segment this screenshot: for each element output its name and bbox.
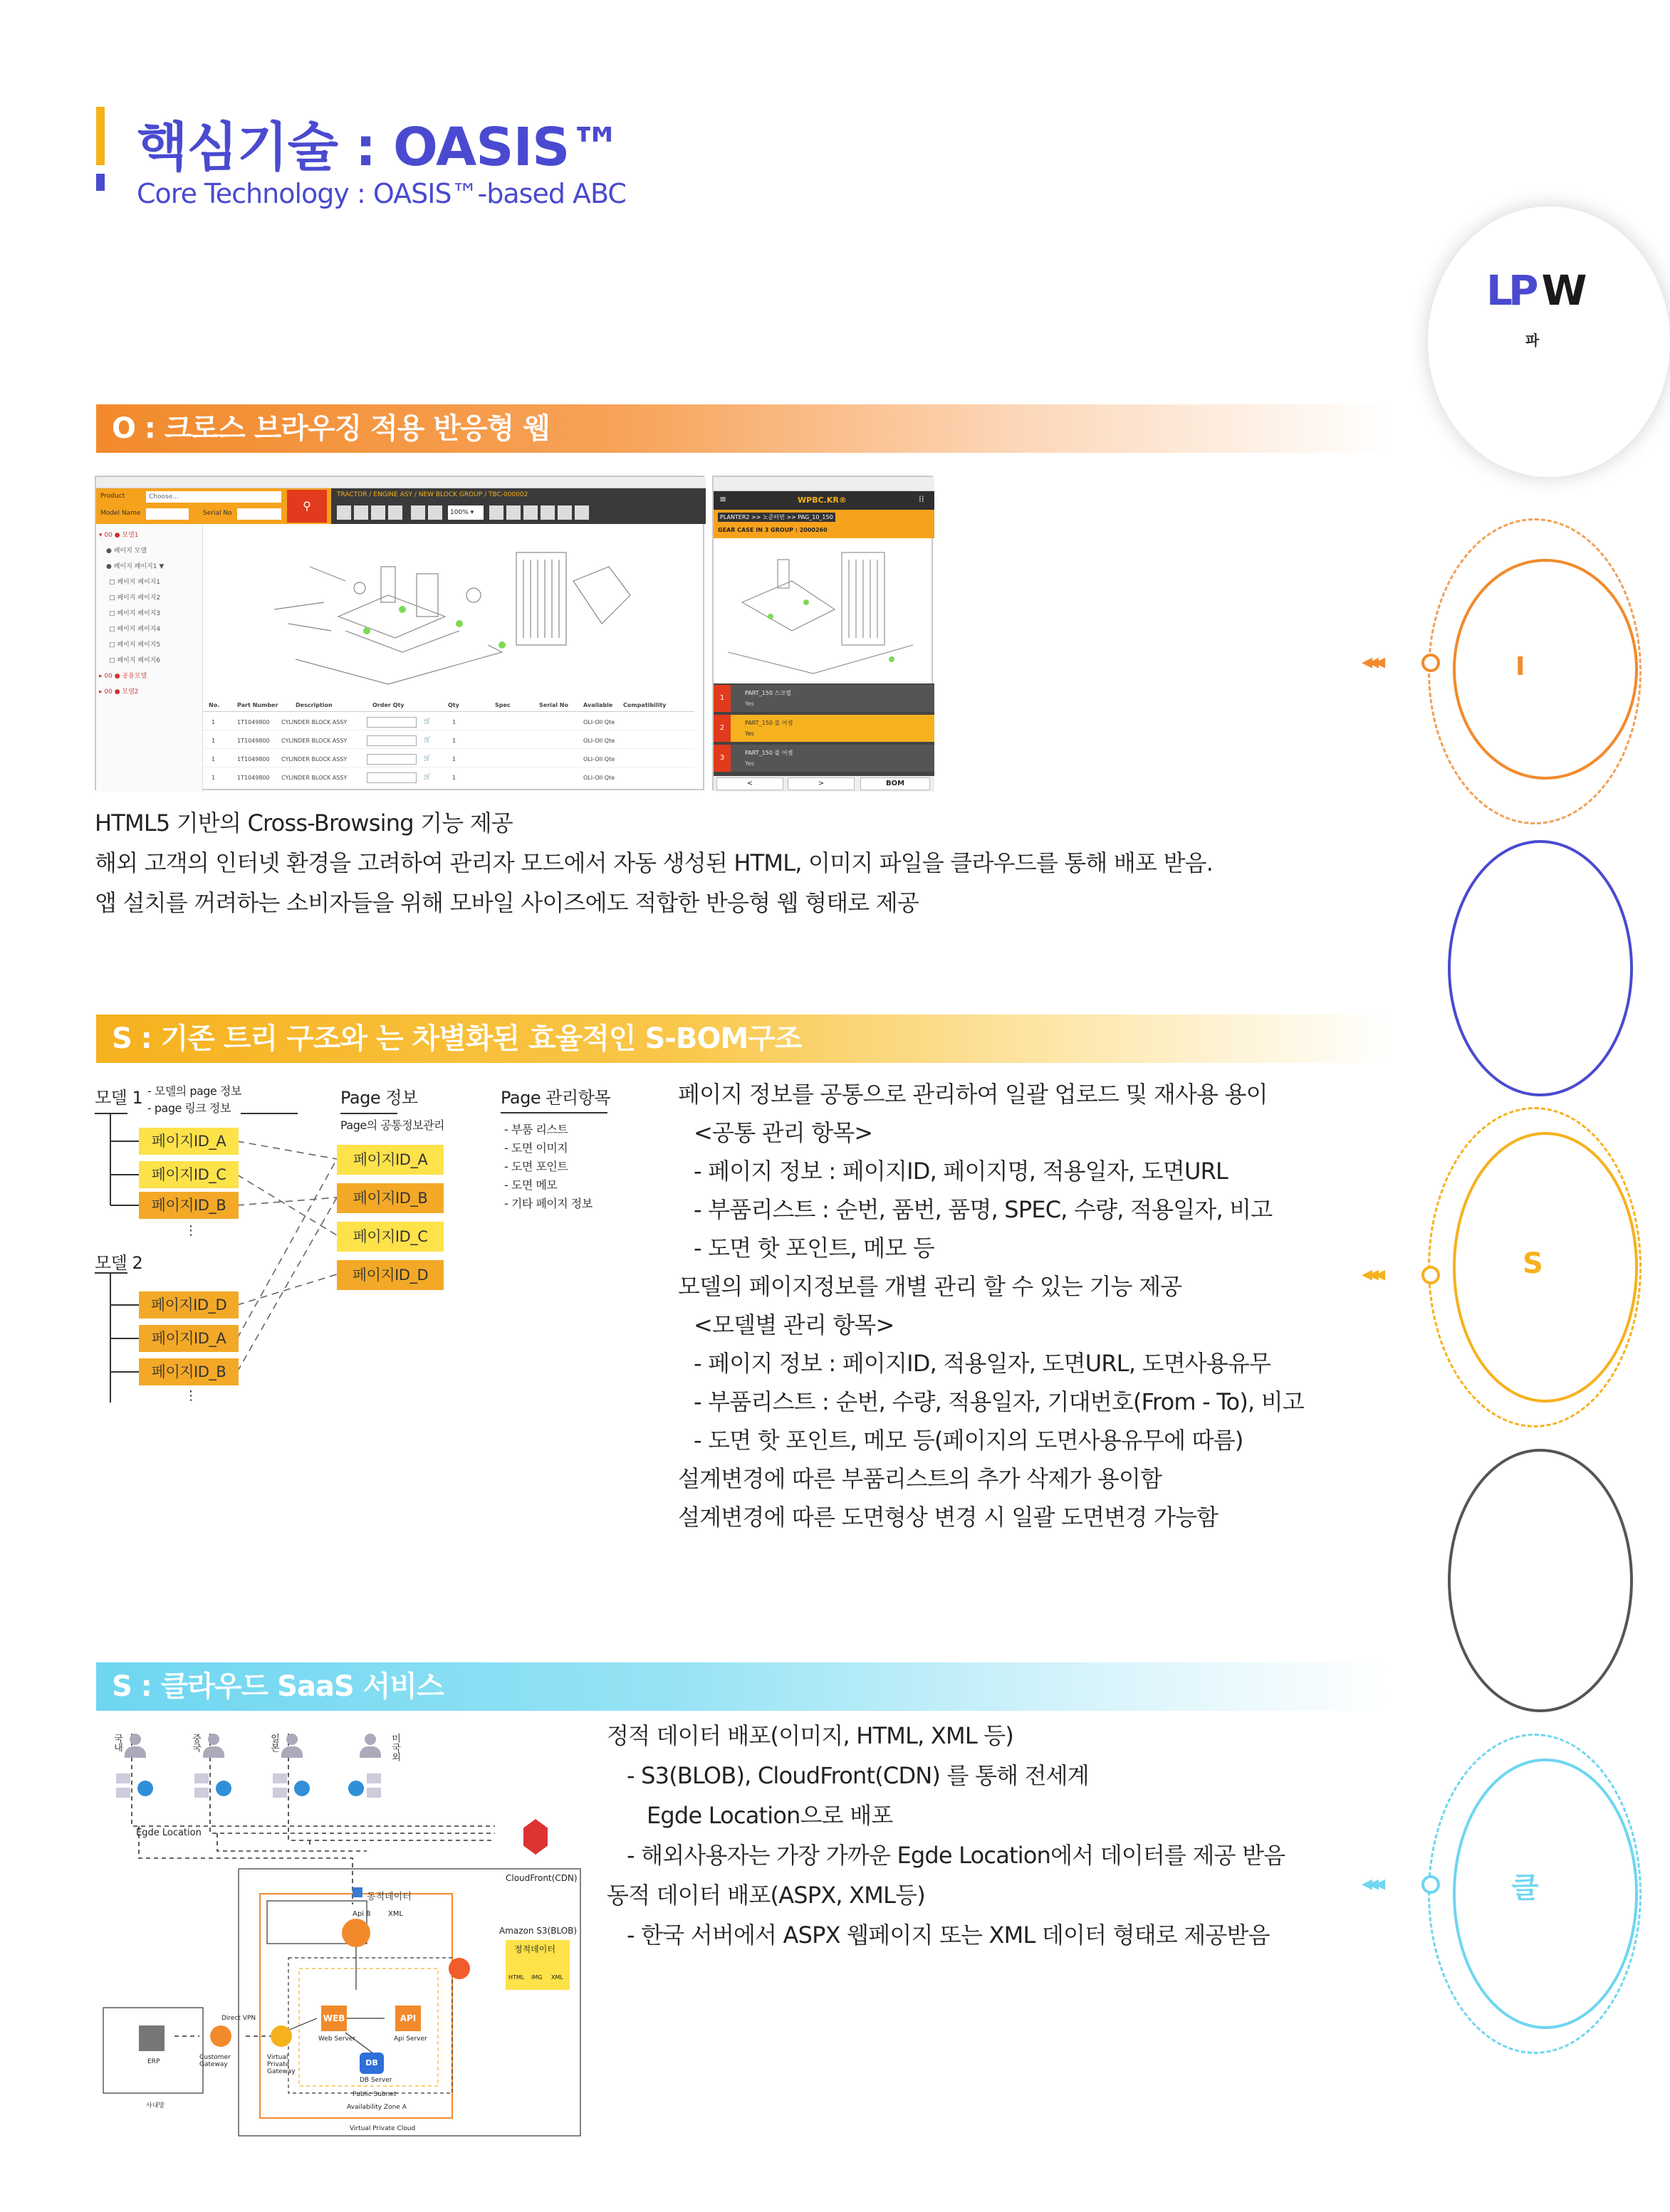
mgmt-item: - 부품 리스트: [504, 1123, 568, 1136]
product-label: Product: [100, 493, 125, 500]
search-icon: ⚲: [303, 499, 311, 513]
web-server-label: Web Server: [318, 2035, 355, 2043]
section-s1-heading: S : 기존 트리 구조와 는 차별화된 효율적인 S-BOM구조: [96, 1015, 1392, 1063]
user-group-china: [189, 1734, 253, 1833]
edge-location-label: Egde Location: [136, 1828, 202, 1838]
user-group-japan: [267, 1734, 331, 1833]
user-group-usa: [345, 1734, 417, 1833]
cell: 1T1049800: [237, 756, 270, 762]
text-line: 정적 데이터 배포(이미지, HTML, XML 등): [607, 1722, 1014, 1749]
share-icon[interactable]: [558, 505, 572, 520]
mobile-icon: [273, 1788, 287, 1798]
cell: CYLINDER BLOCK ASSY: [281, 738, 348, 744]
row-name: PART_150 스크랩: [745, 690, 791, 696]
model2-page-d: 페이지ID_D: [139, 1291, 239, 1319]
pc-icon: [194, 1773, 209, 1783]
text-line: - 부품리스트 : 순번, 수량, 적용일자, 기대번호(From - To), 비고: [694, 1388, 1304, 1415]
section-s2-heading: S : 클라우드 SaaS 서비스: [96, 1662, 1392, 1711]
az-label: Availability Zone A: [347, 2104, 407, 2111]
text-line: 동적 데이터 배포(ASPX, XML등): [607, 1882, 925, 1909]
desktop-breadcrumb: TRACTOR / ENGINE ASY / NEW BLOCK GROUP / TBC-000002: [337, 491, 528, 498]
tree-item[interactable]: □ 페이지 페이지4: [109, 626, 161, 633]
section-o-text: [95, 803, 1213, 923]
side-circle-cyan-inner: [1453, 1758, 1638, 2029]
download-icon[interactable]: [541, 505, 555, 520]
text-line: 해외 고객의 인터넷 환경을 고려하여 관리자 모드에서 자동 생성된 HTML, 이미지 파일을 클라우드를 통해 배포 받음.: [95, 849, 1214, 876]
globe-icon: [137, 1781, 153, 1796]
text-line: Egde Location으로 배포: [647, 1802, 893, 1829]
erp-label: ERP: [147, 2058, 160, 2065]
cell: 1: [212, 738, 216, 744]
title-accent-bar: [96, 107, 105, 191]
section-o-heading: O : 크로스 브라우징 적용 반응형 웹: [96, 404, 1392, 453]
cell: OLI-OII Qte: [583, 756, 615, 762]
cart-icon[interactable]: 🛒: [424, 773, 431, 780]
cloud-gateway-icon: [342, 1919, 370, 1947]
text-line: - 해외사용자는 가장 가까운 Egde Location에서 데이터를 제공 받음: [627, 1842, 1285, 1869]
mobile-part-row[interactable]: [714, 715, 934, 742]
model2-label: 모델 2: [95, 1253, 143, 1273]
page-title: 핵심기술 : OASIS™: [137, 117, 622, 178]
static-item: IMG: [531, 1974, 543, 1981]
mobile-site-title: WPBC.KR®: [798, 496, 847, 505]
row-name: PART_150 볼 어셈: [745, 720, 793, 726]
mobile-grid-icon[interactable]: ⁞⁞: [919, 494, 924, 504]
side-label-3: 클: [1511, 1872, 1539, 1904]
cart-icon[interactable]: 🛒: [424, 718, 431, 724]
vpc-label: Virtual Private Cloud: [350, 2125, 416, 2132]
model1-label: 모델 1: [95, 1088, 143, 1108]
col-header: Compatibility: [623, 702, 667, 708]
public-subnet-label: Public Subnet: [353, 2091, 397, 2098]
side-circle-gray: [1448, 1449, 1633, 1712]
mobile-part-row[interactable]: [714, 685, 934, 712]
dynamic-data-label: 동적데이터: [367, 1892, 412, 1902]
db-server-label: DB Server: [360, 2077, 392, 2084]
tree-item[interactable]: □ 페이지 페이지5: [109, 641, 161, 649]
model1-note-1: - 모델의 page 정보: [147, 1084, 241, 1098]
user-label: 국내: [112, 1734, 122, 1752]
list-icon[interactable]: [506, 505, 521, 520]
direct-vpn-label: Direct VPN: [221, 2015, 256, 2022]
model-name-input[interactable]: [146, 508, 189, 520]
row-sub: Yes: [745, 701, 754, 707]
pc-icon: [273, 1773, 287, 1783]
cart-icon[interactable]: 🛒: [424, 755, 431, 761]
static-data-box: [506, 1940, 570, 1990]
search-button[interactable]: [287, 490, 327, 523]
pc-icon: [367, 1773, 381, 1783]
exploded-drawing: [203, 524, 701, 695]
tree-item[interactable]: □ 페이지 페이지3: [109, 610, 161, 617]
cell: 1T1049800: [237, 738, 270, 744]
tree-item[interactable]: □ 페이지 페이지2: [109, 594, 161, 602]
brand-logo: [1486, 266, 1582, 315]
text-line: - 페이지 정보 : 페이지ID, 적용일자, 도면URL, 도면사용유무: [694, 1350, 1271, 1377]
model2-ellipsis: ⋮: [184, 1388, 197, 1403]
mobile-part-row[interactable]: [714, 745, 934, 772]
magnify-icon[interactable]: [428, 505, 442, 520]
zoom-out-icon[interactable]: [354, 505, 368, 520]
parts-table: [203, 698, 694, 792]
table-row[interactable]: [203, 752, 694, 767]
virtual-gw-icon: [271, 2025, 292, 2047]
page-info-sub: Page의 공통정보관리: [340, 1118, 445, 1132]
cell: CYLINDER BLOCK ASSY: [281, 756, 348, 762]
row-sub: Yes: [745, 760, 754, 767]
zoom-select[interactable]: 100% ▾: [448, 505, 484, 520]
common-page-b: 페이지ID_B: [337, 1183, 444, 1213]
static-data-label: 정적데이터: [514, 1944, 555, 1954]
side-arrow-3: ◂◂◂: [1362, 1871, 1382, 1896]
col-header: Qty: [448, 702, 459, 708]
page-mgmt-underline: [501, 1112, 607, 1113]
model1-ellipsis: ⋮: [184, 1223, 197, 1238]
cell: OLI-OII Qte: [583, 775, 615, 781]
tree-item[interactable]: □ 페이지 페이지6: [109, 657, 161, 664]
cart-icon[interactable]: 🛒: [424, 736, 431, 743]
page-mgmt-label: Page 관리항목: [501, 1088, 610, 1108]
globe-icon: [216, 1781, 231, 1796]
next-button[interactable]: >: [788, 777, 855, 790]
text-line: <모델별 관리 항목>: [694, 1311, 894, 1338]
text-line: - S3(BLOB), CloudFront(CDN) 를 통해 전세계: [627, 1762, 1089, 1789]
side-circle-blue: [1448, 840, 1633, 1096]
mobile-topbar: [714, 491, 934, 510]
cell: CYLINDER BLOCK ASSY: [281, 775, 348, 781]
desktop-screenshot: [95, 476, 704, 790]
mgmt-item: - 도면 이미지: [504, 1141, 568, 1155]
dynamic-item: XML: [388, 1910, 404, 1918]
col-header: Available: [583, 702, 613, 708]
text-line: - 도면 핫 포인트, 메모 등: [694, 1235, 934, 1262]
serial-input[interactable]: [237, 508, 281, 520]
web-server-box: WEB: [321, 2006, 347, 2031]
mobile-icon: [116, 1788, 130, 1798]
dynamic-data-icon: [353, 1887, 362, 1897]
rotate-icon[interactable]: [371, 505, 385, 520]
text-line: 모델의 페이지정보를 개별 관리 할 수 있는 기능 제공: [678, 1273, 1182, 1300]
cloudfront-label: CloudFront(CDN): [506, 1873, 578, 1883]
logo-circle: [1428, 206, 1670, 477]
mgmt-item: - 도면 메모: [504, 1178, 558, 1192]
row-name: PART_150 볼 어셈: [745, 750, 793, 756]
model2-page-b: 페이지ID_B: [139, 1358, 239, 1385]
col-header: Part Number: [237, 702, 278, 708]
dynamic-item: Api 8: [353, 1910, 371, 1918]
product-select[interactable]: Choose...: [146, 491, 281, 503]
common-page-d: 페이지ID_D: [337, 1260, 444, 1290]
table-row[interactable]: [203, 770, 694, 786]
user-icon: [125, 1734, 146, 1759]
cell: OLI-OII Qte: [583, 738, 615, 744]
tree-item[interactable]: ▸ 00 ● 모델2: [99, 688, 139, 696]
model2-page-a: 페이지ID_A: [139, 1325, 239, 1352]
cell: 1: [452, 719, 456, 725]
cell: 1: [212, 719, 216, 725]
pan-icon[interactable]: [411, 505, 425, 520]
logo-lp: LP: [1486, 266, 1535, 315]
tree-item[interactable]: ● 페이지 페이지1 ▼: [106, 563, 165, 570]
cell: 1T1049800: [237, 775, 270, 781]
cell: 1: [452, 738, 456, 744]
zoom-in-icon[interactable]: [337, 505, 351, 520]
virtual-gw-label: Virtual Private Gateway: [267, 2054, 296, 2075]
desktop-toolbar: [331, 488, 706, 524]
text-line: - 도면 핫 포인트, 메모 등(페이지의 도면사용유무에 따름): [694, 1427, 1243, 1454]
desktop-search-panel: [96, 488, 331, 524]
pc-icon: [116, 1773, 130, 1783]
text-line: 설계변경에 따른 도면형상 변경 시 일괄 도면변경 가능함: [678, 1504, 1218, 1531]
globe-icon: [348, 1781, 364, 1796]
common-page-c: 페이지ID_C: [337, 1222, 444, 1252]
side-circle-orange-inner: [1453, 559, 1638, 780]
mobile-nav: [714, 776, 934, 792]
mobile-menu-icon[interactable]: ≡: [719, 494, 727, 504]
table-row[interactable]: [203, 715, 694, 730]
prev-button[interactable]: <: [716, 777, 783, 790]
row-sub: Yes: [745, 730, 754, 737]
model1-page-c: 페이지ID_C: [139, 1161, 239, 1188]
browser-bar: [96, 477, 706, 488]
row-number: 3: [714, 745, 731, 772]
model-name-label: Model Name: [100, 510, 141, 517]
api-server-label: Api Server: [394, 2035, 427, 2043]
col-header: No.: [209, 702, 220, 708]
bom-button[interactable]: BOM: [860, 777, 930, 790]
mgmt-item: - 기타 페이지 정보: [504, 1197, 593, 1210]
tree-item[interactable]: ▸ 00 ● 공용모델: [99, 673, 147, 680]
page-subtitle: Core Technology : OASIS™-based ABC: [137, 178, 626, 209]
cell: OLI-OII Qte: [583, 719, 615, 725]
user-label: 미국외: [390, 1734, 400, 1761]
mobile-icon: [194, 1788, 209, 1798]
mobile-drawing: [714, 538, 934, 681]
col-header: Order Qty: [372, 702, 405, 708]
text-line: 설계변경에 따른 부품리스트의 추가 삭제가 용이함: [678, 1465, 1162, 1492]
model1-page-a: 페이지ID_A: [139, 1128, 239, 1155]
side-arrow-1: ◂◂◂: [1362, 649, 1382, 674]
text-line: - 한국 서버에서 ASPX 웹페이지 또는 XML 데이터 형태로 제공받음: [627, 1922, 1270, 1949]
db-server-box: DB: [360, 2053, 384, 2074]
vpn-icon: [210, 2025, 231, 2047]
side-node-1: [1421, 654, 1440, 672]
side-label-2: S: [1523, 1247, 1543, 1280]
fit-icon[interactable]: [388, 505, 402, 520]
memo-icon[interactable]: [523, 505, 538, 520]
text-line: - 부품리스트 : 순번, 품번, 품명, SPEC, 수량, 적용일자, 비고: [694, 1196, 1273, 1223]
side-node-2: [1421, 1266, 1440, 1284]
cell: 1: [212, 775, 216, 781]
logo-brand-fragment: W: [1541, 266, 1583, 315]
user-label: 일본: [268, 1734, 279, 1752]
hq-label: 사내망: [146, 2102, 165, 2109]
cell: 1: [452, 756, 456, 762]
col-header: Description: [296, 702, 333, 708]
col-header: Spec: [495, 702, 511, 708]
table-header-row: [203, 698, 694, 712]
print-icon[interactable]: [489, 505, 503, 520]
mobile-icon: [367, 1788, 381, 1798]
text-line: 페이지 정보를 공통으로 관리하여 일괄 업로드 및 재사용 용이: [678, 1081, 1268, 1108]
user-icon: [281, 1734, 303, 1759]
qty-input[interactable]: [367, 772, 417, 783]
tree-item[interactable]: ● 페이지 모델: [106, 547, 147, 555]
globe-icon: [294, 1781, 310, 1796]
qty-input[interactable]: [367, 735, 417, 746]
mobile-page-title: GEAR CASE IN 3 GROUP : 2000260: [718, 527, 828, 533]
user-icon: [360, 1734, 381, 1759]
side-circle-yellow-inner: [1453, 1132, 1638, 1403]
mobile-path-bar: [714, 510, 934, 538]
model1-note-2: - page 링크 정보: [147, 1101, 231, 1115]
common-page-a: 페이지ID_A: [337, 1145, 444, 1175]
row-number: 1: [714, 685, 731, 712]
col-header: Serial No: [539, 702, 568, 708]
sbom-diagram: [95, 1075, 664, 1403]
text-line: - 페이지 정보 : 페이지ID, 페이지명, 적용일자, 도면URL: [694, 1158, 1228, 1185]
section-s2-text: [607, 1716, 1285, 1955]
user-icon: [203, 1734, 224, 1759]
mobile-part-list: [714, 683, 934, 776]
s3-label: Amazon S3(BLOB): [499, 1926, 578, 1936]
text-line: HTML5 기반의 Cross-Browsing 기능 제공: [95, 809, 513, 837]
page-info-label: Page 정보: [340, 1088, 418, 1108]
cell: 1: [452, 775, 456, 781]
static-item: HTML: [508, 1974, 525, 1981]
mobile-browser-bar: [714, 477, 934, 491]
user-label: 중국: [190, 1734, 201, 1752]
settings-icon[interactable]: [575, 505, 589, 520]
api-server-box: API: [395, 2006, 421, 2031]
serial-label: Serial No: [203, 510, 232, 517]
cell: 1: [212, 756, 216, 762]
tree-item[interactable]: ▾ 00 ● 모델1: [99, 532, 139, 539]
qty-input[interactable]: [367, 717, 417, 728]
cloud-diagram: [96, 1719, 595, 2147]
nat-gateway-icon: [449, 1958, 470, 1979]
table-row[interactable]: [203, 733, 694, 749]
logo-sub-fragment: 파: [1525, 332, 1540, 349]
mobile-screenshot: [712, 476, 933, 790]
static-item: XML: [551, 1974, 563, 1981]
qty-input[interactable]: [367, 754, 417, 765]
model1-page-b: 페이지ID_B: [139, 1192, 239, 1219]
text-line: <공통 관리 항목>: [694, 1119, 873, 1146]
side-node-3: [1421, 1875, 1440, 1894]
erp-server-icon: [139, 2025, 165, 2051]
desktop-tree: [96, 524, 203, 792]
cell: 1T1049800: [237, 719, 270, 725]
mobile-path: PLANTER2 >> 노준터빈 >> PAG_10_150: [718, 513, 835, 522]
user-group-korea: [110, 1734, 174, 1833]
row-number: 2: [714, 715, 731, 742]
tree-item[interactable]: □ 페이지 페이지1: [109, 579, 161, 586]
section-s1-text: [678, 1075, 1304, 1536]
side-arrow-2: ◂◂◂: [1362, 1262, 1382, 1286]
cell: CYLINDER BLOCK ASSY: [281, 719, 348, 725]
mgmt-item: - 도면 포인트: [504, 1160, 568, 1173]
text-line: 앱 설치를 꺼려하는 소비자들을 위해 모바일 사이즈에도 적합한 반응형 웹 형태로 제공: [95, 889, 919, 916]
side-label-1: I: [1515, 652, 1525, 681]
customer-gw-label: Customer Gateway: [199, 2054, 231, 2068]
